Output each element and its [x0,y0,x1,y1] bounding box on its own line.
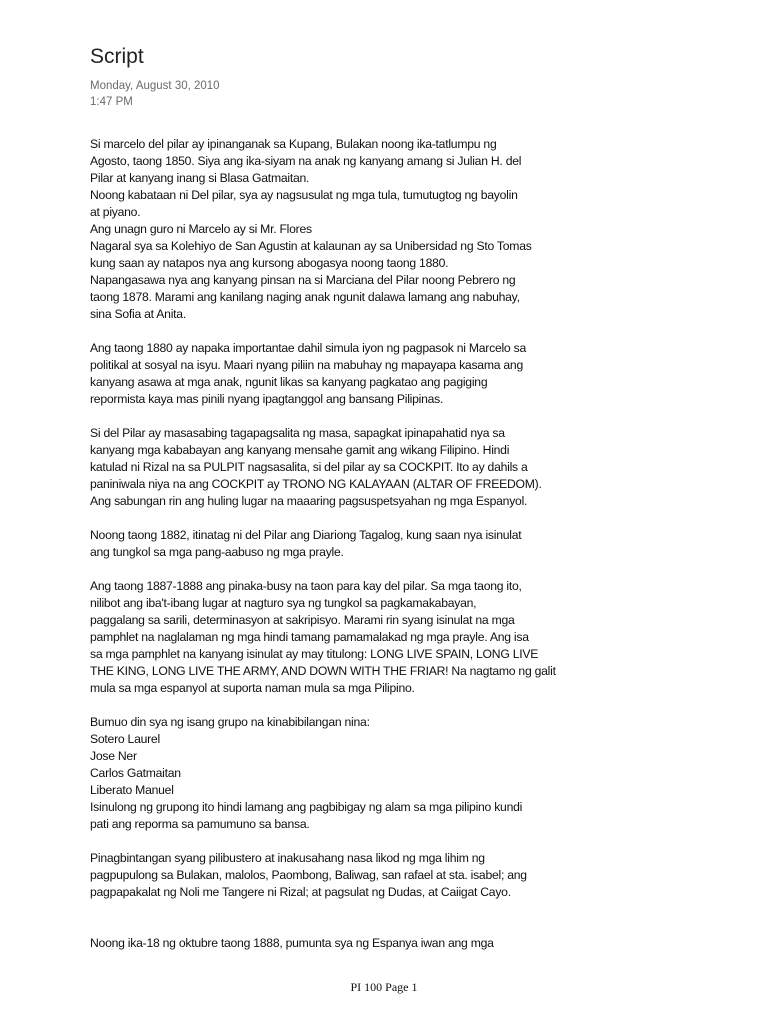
note-date: Monday, August 30, 2010 [90,80,220,92]
page-title: Script [90,45,144,68]
paragraph-1880: Ang taong 1880 ay napaka importantae dahil simula iyon ng pagpasok ni Marcelo sa politikal at sosyal na isyu. Maari nyang piliin na mabuhay ng mapayapa kasama ang kanyang asawa at mga anak, ngunit likas sa kanyang pagkatao ang pagiging repormista kaya mas pinili nyang ipagtanggol ang bansang Pilipinas. [90,341,526,406]
paragraph-group-members: Bumuo din sya ng isang grupo na kinabibilangan nina: Sotero Laurel Jose Ner Carlos Gatmaitan Liberato Manuel Isinulong ng grupong ito hindi lamang ang pagbibigay ng alam sa mga pilipino kundi pati ang reporma sa pamumuno sa bansa. [90,715,523,831]
page-footer: PI 100 Page 1 [350,980,418,994]
note-body [90,136,680,969]
paragraph-1887-1888: Ang taong 1887-1888 ang pinaka-busy na taon para kay del pilar. Sa mga taong ito, nilibot ang iba't-ibang lugar at nagturo sya ng tungkol sa pagkamakabayan, paggalang sa sarili, determinasyon at sakripisyo. Marami rin syang isinulat na mga pamphlet na naglalaman ng mga hindi tamang pamamalakad ng mga prayle. Ang isa sa mga pamphlet na kanyang isinulat ay may titulong: LONG LIVE SPAIN, LONG LIVE THE KING, LONG LIVE THE ARMY, AND DOWN WITH THE FRIAR! Na nagtamo ng galit mula sa mga espanyol at suporta naman mula sa mga Pilipino. [90,579,556,695]
note-header [90,44,690,110]
paragraph-biography: Si marcelo del pilar ay ipinanganak sa Kupang, Bulakan noong ika-tatlumpu ng Agosto, taong 1850. Siya ang ika-siyam na anak ng kanyang amang si Julian H. del Pilar at kanyang inang si Blasa Gatmaitan. Noong kabataan ni Del pilar, sya ay nagsusulat ng mga tula, tumutugtog ng bayolin at piyano. Ang unagn guro ni Marcelo ay si Mr. Flores Nagaral sya sa Kolehiyo de San Agustin at kalaunan ay sa Unibersidad ng Sto Tomas kung saan ay natapos nya ang kursong abogasya noong taong 1880. Napangasawa nya ang kanyang pinsan na si Marciana del Pilar noong Pebrero ng taong 1878. Marami ang kanilang naging anak ngunit dalawa lamang ang nabuhay, sina Sofia at Anita. [90,137,532,321]
note-time: 1:47 PM [90,96,133,108]
paragraph-espanya: Noong ika-18 ng oktubre taong 1888, pumunta sya ng Espanya iwan ang mga [90,936,494,950]
paragraph-cockpit: Si del Pilar ay masasabing tagapagsalita ng masa, sapagkat ipinapahatid nya sa kanyang mga kababayan ang kanyang mensahe gamit ang wikang Filipino. Hindi katulad ni Rizal na sa PULPIT nagsasalita, si del pilar ay sa COCKPIT. Ito ay dahils a paniniwala niya na ang COCKPIT ay TRONO NG KALAYAAN (ALTAR OF FREEDOM). Ang sabungan rin ang huling lugar na maaaring pagsuspetsyahan ng mga Espanyol. [90,426,542,508]
paragraph-accusations: Pinagbintangan syang pilibustero at inakusahang nasa likod ng mga lihim ng pagpupulong sa Bulakan, malolos, Paombong, Baliwag, san rafael at sta. isabel; ang pagpapakalat ng Noli me Tangere ni Rizal; at pagsulat ng Dudas, at Caiigat Cayo. [90,851,527,899]
paragraph-diariong-tagalog: Noong taong 1882, itinatag ni del Pilar ang Diariong Tagalog, kung saan nya isinulat ang tungkol sa mga pang-aabuso ng mga prayle. [90,528,522,559]
